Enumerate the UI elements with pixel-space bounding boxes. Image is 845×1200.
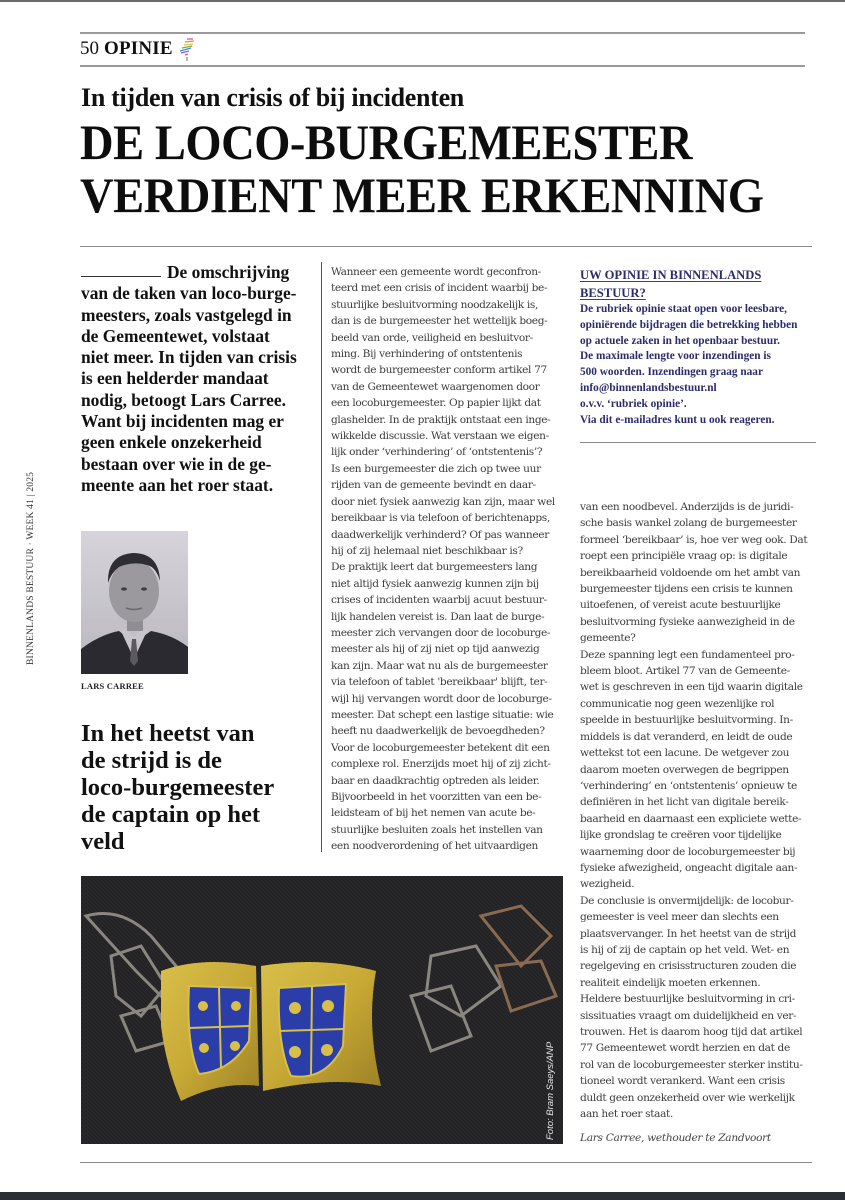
body-text-line: De conclusie is onvermijdelijk: de locobur- bbox=[580, 894, 794, 907]
submission-box-line: Via dit e-mailadres kunt u ook reageren. bbox=[580, 413, 775, 426]
body-text-line: een locoburgemeester. Op papier lijkt dat bbox=[331, 397, 541, 410]
body-text-line: waarneming door de locoburgemeester bij bbox=[580, 845, 796, 858]
publication-vertical-label: BINNENLANDS BESTUUR · WEEK 41 | 2025 bbox=[26, 471, 36, 665]
body-text-line: gemeester is veel meer dan slechts een bbox=[580, 911, 779, 924]
headline-line: DE LOCO-BURGEMEESTER bbox=[80, 114, 693, 170]
submission-box-line: De rubriek opinie staat open voor leesbare, bbox=[580, 303, 787, 315]
body-text-line: niet altijd fysiek aanwezig kunnen zijn bij bbox=[331, 577, 539, 590]
headline-line: VERDIENT MEER ERKENNING bbox=[80, 167, 764, 223]
intro-line: van de taken van loco-burge- bbox=[81, 283, 297, 304]
body-text-line: lijk onder ‘verhindering’ of ‘ontstentenis’? bbox=[331, 446, 543, 459]
submission-email-link[interactable]: info@binnenlandsbestuur.nl bbox=[580, 381, 717, 394]
submission-box-line: o.v.v. ‘rubriek opinie’. bbox=[580, 397, 687, 410]
body-text-line: stuurlijke besluitvorming noodzakelijk is, bbox=[331, 298, 538, 311]
body-text-line: roept een principiële vraag op: is digitale bbox=[580, 550, 788, 563]
body-text-line: crises of incidenten waarbij acuut bestuur- bbox=[331, 594, 547, 607]
intro-line: niet meer. In tijden van crisis bbox=[81, 347, 297, 368]
body-text-line: baar en daadkrachtig optreden als leider. bbox=[331, 774, 540, 787]
author-photo bbox=[81, 531, 188, 674]
body-text-line: Voor de locoburgemeester betekent dit een bbox=[331, 741, 550, 754]
body-text-line: wikkelde discussie. Wat verstaan we eigen- bbox=[331, 430, 549, 443]
body-text-line: meester. Dat schept een lastige situatie: wie bbox=[331, 708, 554, 721]
submission-box-rule bbox=[580, 442, 816, 443]
body-text-line: wezigheid. bbox=[580, 878, 635, 891]
article-intro bbox=[81, 262, 311, 496]
article-headline bbox=[80, 116, 763, 222]
body-text-line: daadwerkelijk verhinderd? Of pas wanneer bbox=[331, 528, 549, 541]
body-text-line: kan zijn. Maar wat nu als de burgemeester bbox=[331, 659, 548, 672]
submission-box-line: opiniërende bijdragen die betrekking hebben bbox=[580, 318, 798, 331]
body-text-line: complexe rol. Enerzijds moet hij of zij zicht- bbox=[331, 758, 551, 771]
intro-line: nodig, betoogt Lars Carree. bbox=[81, 389, 286, 410]
author-photo-caption: LARS CARREE bbox=[81, 681, 144, 691]
body-text-line: sissituaties vraagt om duidelijkheid en ver- bbox=[580, 1009, 797, 1022]
intro-line: Want bij incidenten mag er bbox=[81, 411, 284, 432]
body-text-line: baarheid en daarnaast een expliciete wette- bbox=[580, 812, 802, 825]
pull-quote-line: veld bbox=[81, 828, 125, 855]
body-text-line: wordt de burgemeester conform artikel 77 bbox=[331, 364, 547, 377]
body-text-line: duldt geen onzekerheid over wie werkelijk bbox=[580, 1091, 795, 1104]
body-text-line: uitoefenen, of vereist acute bestuurlijke bbox=[580, 599, 781, 612]
body-text-line: hij of zij helemaal niet beschikbaar is? bbox=[331, 544, 523, 557]
body-text-line: formeel ‘bereikbaar’ is, hoe ver weg ook. Dat bbox=[580, 533, 808, 546]
footer-rule bbox=[80, 1162, 812, 1163]
body-text-line: communicatie nog geen wezenlijke rol bbox=[580, 697, 775, 710]
body-text-line: ming. Bij verhindering of ontstentenis bbox=[331, 348, 523, 361]
body-text-line: Is een burgemeester die zich op twee uur bbox=[331, 462, 541, 475]
intro-line: meesters, zoals vastgelegd in bbox=[81, 304, 292, 325]
section-label: OPINIE bbox=[104, 38, 173, 59]
viewer-bottom-bar bbox=[0, 1192, 845, 1200]
column-divider bbox=[321, 262, 322, 852]
body-text-line: sche basis wankel zolang de burgemeester bbox=[580, 517, 797, 530]
body-text-line: een noodverordening of het uitvaardigen bbox=[331, 840, 539, 853]
body-text-line: van de Gemeentewet waargenomen door bbox=[331, 380, 540, 393]
article-body-column-1 bbox=[331, 264, 567, 855]
body-text-line: glashelder. In de praktijk ontstaat een inge- bbox=[331, 413, 551, 426]
body-text-line: Wanneer een gemeente wordt geconfron- bbox=[331, 266, 541, 278]
body-text-line: via telefoon of tablet 'bereikbaar' blijft, ter- bbox=[331, 676, 548, 689]
pull-quote-line: de strijd is de bbox=[81, 747, 222, 774]
page-header bbox=[80, 38, 198, 60]
body-text-line: besluitvorming fysieke aanwezigheid in de bbox=[580, 615, 795, 628]
body-text-line: De praktijk leert dat burgemeesters lang bbox=[331, 561, 538, 574]
intro-line: is een helderder mandaat bbox=[81, 368, 269, 389]
body-text-line: plaatsvervanger. In het heetst van de strijd bbox=[580, 927, 797, 940]
body-text-line: bereikbaar is via telefoon of berichtenapps, bbox=[331, 512, 550, 525]
body-text-line: lijk handelen vereist is. Dan laat de burge- bbox=[331, 610, 545, 623]
body-text-line: rijden van de gemeente bevindt en daar- bbox=[331, 479, 536, 492]
body-text-line: Deze spanning legt een fundamenteel pro- bbox=[580, 648, 795, 661]
headline-rule bbox=[80, 246, 812, 247]
body-text-line: wettekst tot een lacune. De wetgever zou bbox=[580, 747, 790, 760]
body-text-line: Heldere bestuurlijke besluitvorming in cri- bbox=[580, 993, 795, 1006]
submission-info-box bbox=[580, 266, 830, 428]
body-text-line: speelde in bestuurlijke besluitvorming. In- bbox=[580, 714, 793, 727]
body-text-line: leidsteam of bij het nemen van acute be- bbox=[331, 807, 536, 820]
photo-credit: Foto: Bram Saeys/ANP bbox=[545, 1041, 556, 1140]
body-text-line: van een noodbevel. Anderzijds is de juridi- bbox=[580, 501, 794, 513]
pull-quote bbox=[81, 720, 316, 855]
chain-of-office-photo bbox=[81, 876, 563, 1144]
body-text-line: aan het roer staat. bbox=[580, 1108, 673, 1121]
submission-box-title: UW OPINIE IN BINNENLANDS bbox=[580, 268, 762, 282]
body-text-line: is hij of zij de captain op het veld. Wet- en bbox=[580, 943, 790, 956]
body-text-line: heeft nu daadwerkelijk de bevoegdheden? bbox=[331, 725, 545, 738]
pull-quote-line: loco-burgemeester bbox=[81, 774, 275, 801]
body-text-line: ‘verhindering’ en ‘ontstentenis’ opnieuw te bbox=[580, 779, 797, 792]
body-text-line: bereikbaarheid voldoende om het ambt van bbox=[580, 566, 801, 579]
body-text-line: tioneel wordt verankerd. Want een crisis bbox=[580, 1075, 785, 1088]
article-kicker: In tijden van crisis of bij incidenten bbox=[81, 83, 464, 112]
body-text-line: wijl hij vervangen wordt door de locoburge- bbox=[331, 692, 552, 705]
body-text-line: beeld van orde, veiligheid en besluitvor- bbox=[331, 331, 533, 344]
body-text-line: daarom moeten overwegen de begrippen bbox=[580, 763, 789, 776]
body-text-line: wet is geschreven in een tijd waarin digitale bbox=[580, 681, 803, 694]
body-text-line: lijke grondslag te creëren voor tijdelijke bbox=[580, 829, 782, 842]
body-text-line: burgemeester tijdens een crisis te kunnen bbox=[580, 583, 793, 596]
header-bottom-rule bbox=[80, 65, 805, 67]
submission-box-line: op actuele zaken in het openbaar bestuur. bbox=[580, 334, 780, 347]
pull-quote-line: In het heetst van bbox=[81, 720, 255, 747]
intro-line: bestaan over wie in de ge- bbox=[81, 453, 272, 474]
body-text-line: regelgeving en crisisstructuren zouden die bbox=[580, 960, 797, 973]
netherlands-map-logo-icon bbox=[176, 36, 198, 62]
body-text-line: door niet fysiek aanwezig kan zijn, maar wel bbox=[331, 495, 555, 508]
body-text-line: Bijvoorbeeld in het voorzitten van een be- bbox=[331, 791, 542, 803]
body-text-line: bleem bloot. Artikel 77 van de Gemeente- bbox=[580, 665, 790, 678]
body-text-line: gemeente? bbox=[580, 632, 636, 645]
body-text-line: meester zich vervangen door de locoburge- bbox=[331, 626, 551, 639]
body-text-line: teerd met een crisis of incident waarbij be- bbox=[331, 282, 548, 295]
article-body-column-2 bbox=[580, 499, 840, 1122]
body-text-line: rol van de locoburgemeester sterker institu- bbox=[580, 1058, 803, 1071]
header-top-rule bbox=[80, 32, 805, 34]
body-text-line: dan is de burgemeester het wettelijk boeg- bbox=[331, 315, 548, 328]
body-text-line: middels is dat veranderd, en leidt de oude bbox=[580, 730, 793, 743]
intro-line: De omschrijving bbox=[167, 262, 290, 282]
body-text-line: stuurlijke besluiten zoals het instellen van bbox=[331, 823, 543, 836]
submission-box-title: BESTUUR? bbox=[580, 286, 646, 300]
body-text-line: definiëren in het licht van digitale bereik- bbox=[580, 796, 789, 809]
body-text-line: fysieke afwezigheid, ongeacht digitale aan- bbox=[580, 861, 798, 874]
body-text-line: 77 Gemeentewet wordt herzien en dat de bbox=[580, 1042, 790, 1055]
body-text-line: trouwen. Het is daarom hoog tijd dat artikel bbox=[580, 1026, 803, 1038]
intro-dash bbox=[81, 276, 161, 277]
body-text-line: meester als hij of zij niet op tijd aanwezig bbox=[331, 643, 540, 656]
intro-line: de Gemeentewet, volstaat bbox=[81, 325, 270, 346]
body-text-line: realiteit eindelijk moeten erkennen. bbox=[580, 976, 761, 989]
top-frame-line bbox=[0, 0, 845, 2]
page-number: 50 bbox=[80, 38, 99, 59]
submission-box-line: De maximale lengte voor inzendingen is bbox=[580, 350, 771, 363]
pull-quote-line: de captain op het bbox=[81, 801, 261, 828]
submission-box-line: 500 woorden. Inzendingen graag naar bbox=[580, 366, 763, 379]
author-signature: Lars Carree, wethouder te Zandvoort bbox=[580, 1132, 771, 1144]
intro-line: geen enkele onzekerheid bbox=[81, 432, 262, 453]
intro-line: meente aan het roer staat. bbox=[81, 474, 274, 495]
